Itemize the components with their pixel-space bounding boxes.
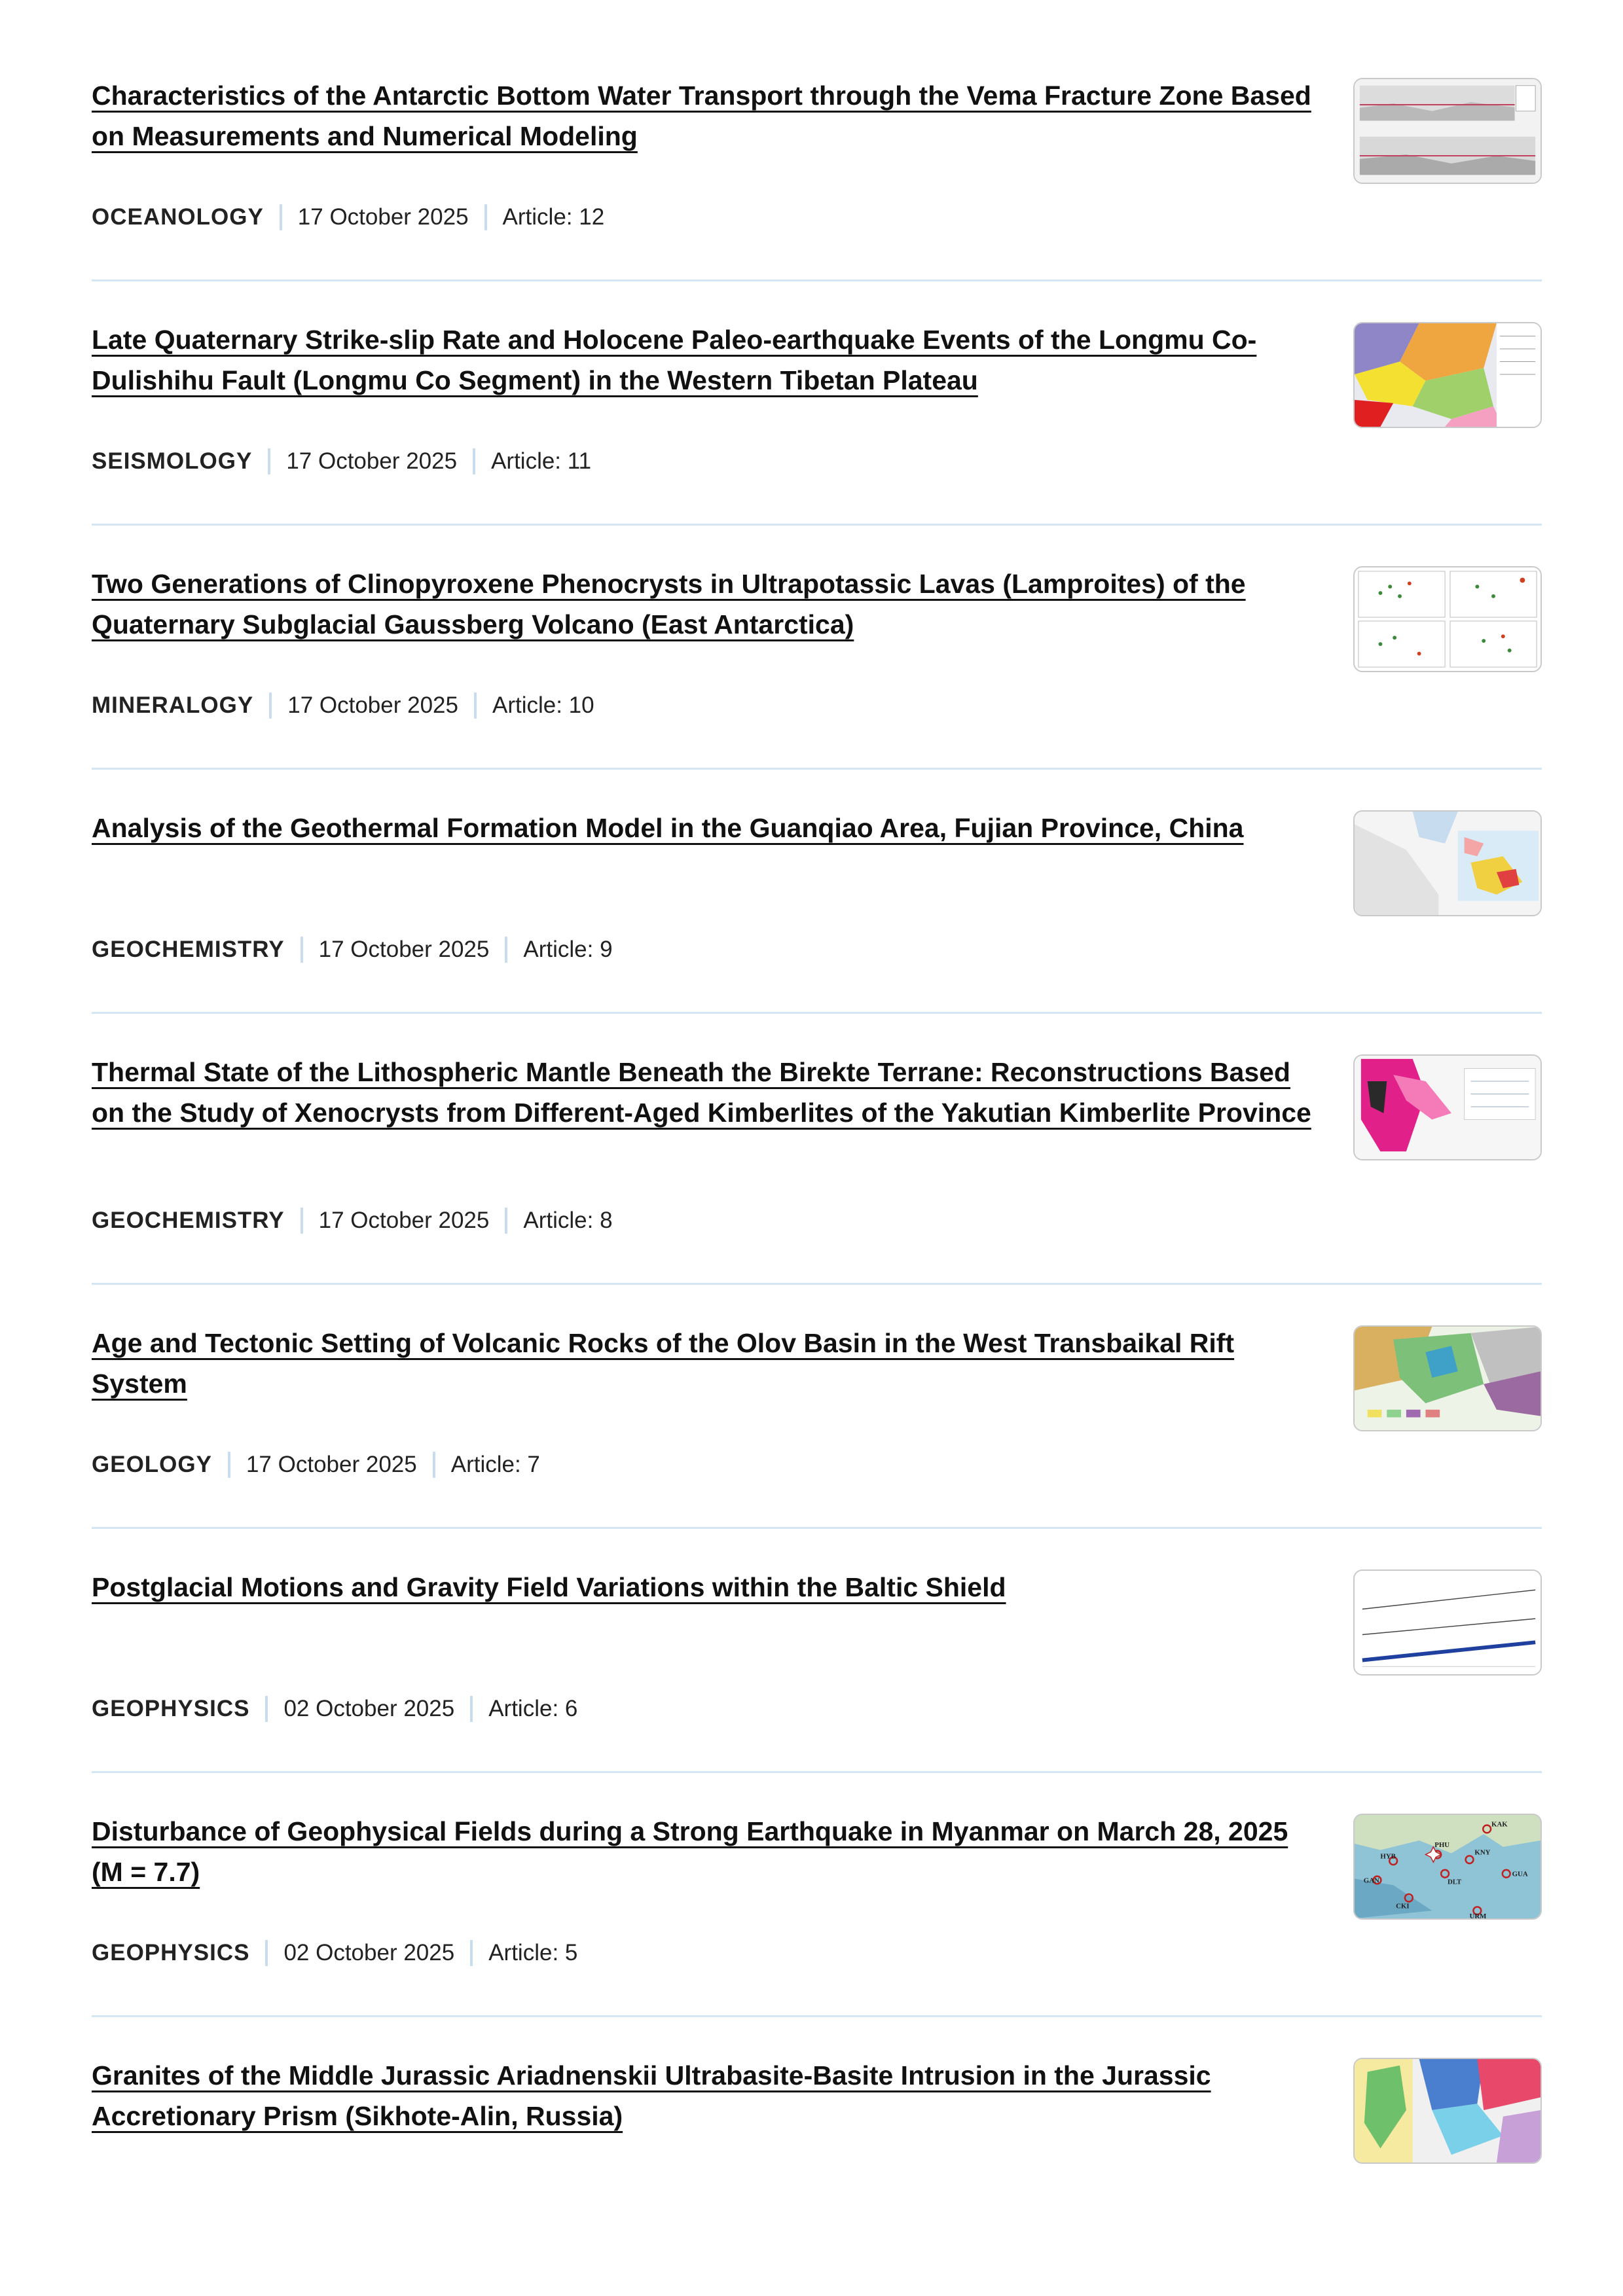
article-item: [92, 1014, 1542, 1285]
article-meta: [92, 937, 613, 963]
article-thumbnail[interactable]: [1353, 322, 1542, 428]
article-list: [92, 65, 1542, 2181]
station-label: DLT: [1448, 1878, 1462, 1886]
article-number: Article: 6: [488, 1696, 578, 1721]
article-thumbnail[interactable]: [1353, 1570, 1542, 1676]
article-thumbnail[interactable]: [1353, 1325, 1542, 1431]
station-label: PHU: [1434, 1840, 1450, 1849]
article-meta: [92, 448, 591, 475]
publication-date: 17 October 2025: [318, 937, 490, 962]
meta-separator: [265, 1696, 268, 1722]
publication-date: 02 October 2025: [283, 1940, 455, 1965]
station-label: CKI: [1396, 1902, 1410, 1910]
article-thumbnail[interactable]: [1353, 1814, 1542, 1920]
meta-separator: [484, 204, 487, 230]
publication-date: 17 October 2025: [286, 448, 458, 474]
article-item: [92, 2017, 1542, 2181]
station-label: HYB: [1380, 1852, 1396, 1861]
meta-separator: [433, 1452, 435, 1478]
article-meta: [92, 1452, 540, 1478]
meta-separator: [265, 1940, 268, 1966]
article-title-link[interactable]: Late Quaternary Strike-slip Rate and Holocene Paleo-earthquake Events of the Longmu Co-Dulishihu Fault (Longmu Co Segment) in the Western Tibetan Plateau: [92, 325, 1257, 395]
subject-label[interactable]: MINERALOGY: [92, 692, 254, 718]
article-title-link[interactable]: Thermal State of the Lithospheric Mantle Beneath the Birekte Terrane: Reconstructions Based on the Study of Xenocrysts from Different-Aged Kimberlites of the Yakutian Kimberlite Province: [92, 1057, 1311, 1128]
article-item: [92, 1773, 1542, 2017]
meta-separator: [301, 937, 303, 963]
station-label: URM: [1469, 1912, 1487, 1918]
publication-date: 17 October 2025: [287, 692, 458, 718]
station-label: GAN: [1363, 1876, 1379, 1885]
article-title-link[interactable]: Characteristics of the Antarctic Bottom Water Transport through the Vema Fracture Zone Based on Measurements and Numerical Modeling: [92, 81, 1311, 151]
article-number: Article: 11: [491, 448, 592, 474]
meta-separator: [269, 692, 272, 719]
article-item: [92, 770, 1542, 1014]
subject-label[interactable]: OCEANOLOGY: [92, 204, 264, 230]
article-number: Article: 7: [450, 1452, 540, 1477]
meta-separator: [280, 204, 282, 230]
subject-label[interactable]: GEOLOGY: [92, 1452, 212, 1477]
article-item: [92, 1529, 1542, 1773]
article-number: Article: 9: [523, 937, 613, 962]
article-item: [92, 281, 1542, 526]
article-number: Article: 8: [523, 1208, 613, 1233]
article-thumbnail[interactable]: [1353, 2058, 1542, 2164]
meta-separator: [470, 1940, 473, 1966]
subject-label[interactable]: GEOPHYSICS: [92, 1696, 250, 1721]
meta-separator: [505, 1208, 507, 1234]
article-number: Article: 5: [488, 1940, 578, 1965]
meta-separator: [505, 937, 507, 963]
article-item: [92, 65, 1542, 281]
article-thumbnail[interactable]: [1353, 78, 1542, 184]
station-label: KNY: [1474, 1848, 1491, 1857]
station-label: GUA: [1512, 1870, 1528, 1878]
article-item: [92, 1285, 1542, 1529]
article-title-link[interactable]: Postglacial Motions and Gravity Field Variations within the Baltic Shield: [92, 1572, 1006, 1602]
article-title-link[interactable]: Granites of the Middle Jurassic Ariadnenskii Ultrabasite-Basite Intrusion in the Jurassic Accretionary Prism (Sikhote-Alin, Russia): [92, 2060, 1211, 2131]
subject-label[interactable]: GEOPHYSICS: [92, 1940, 250, 1965]
meta-separator: [301, 1208, 303, 1234]
article-title-link[interactable]: Two Generations of Clinopyroxene Phenocrysts in Ultrapotassic Lavas (Lamproites) of the Quaternary Subglacial Gaussberg Volcano (East Antarctica): [92, 569, 1246, 639]
article-thumbnail[interactable]: [1353, 810, 1542, 916]
publication-date: 17 October 2025: [246, 1452, 417, 1477]
article-meta: [92, 1940, 577, 1966]
meta-separator: [470, 1696, 473, 1722]
article-meta: [92, 204, 604, 230]
article-meta: [92, 1696, 577, 1722]
article-title-link[interactable]: Disturbance of Geophysical Fields during a Strong Earthquake in Myanmar on March 28, 2025 (M = 7.7): [92, 1816, 1288, 1887]
meta-separator: [474, 692, 477, 719]
article-thumbnail[interactable]: [1353, 566, 1542, 672]
article-meta: [92, 1208, 613, 1234]
article-number: Article: 12: [502, 204, 605, 230]
meta-separator: [228, 1452, 230, 1478]
subject-label[interactable]: GEOCHEMISTRY: [92, 1208, 285, 1233]
article-title-link[interactable]: Age and Tectonic Setting of Volcanic Rocks of the Olov Basin in the West Transbaikal Rift System: [92, 1328, 1235, 1399]
article-item: [92, 526, 1542, 770]
publication-date: 17 October 2025: [318, 1208, 490, 1233]
meta-separator: [473, 448, 475, 475]
article-thumbnail[interactable]: [1353, 1054, 1542, 1160]
station-label: KAK: [1491, 1820, 1508, 1829]
article-meta: [92, 692, 594, 719]
subject-label[interactable]: SEISMOLOGY: [92, 448, 253, 474]
publication-date: 02 October 2025: [283, 1696, 455, 1721]
subject-label[interactable]: GEOCHEMISTRY: [92, 937, 285, 962]
article-title-link[interactable]: Analysis of the Geothermal Formation Model in the Guanqiao Area, Fujian Province, China: [92, 813, 1244, 843]
publication-date: 17 October 2025: [297, 204, 469, 230]
meta-separator: [268, 448, 270, 475]
article-number: Article: 10: [492, 692, 594, 718]
